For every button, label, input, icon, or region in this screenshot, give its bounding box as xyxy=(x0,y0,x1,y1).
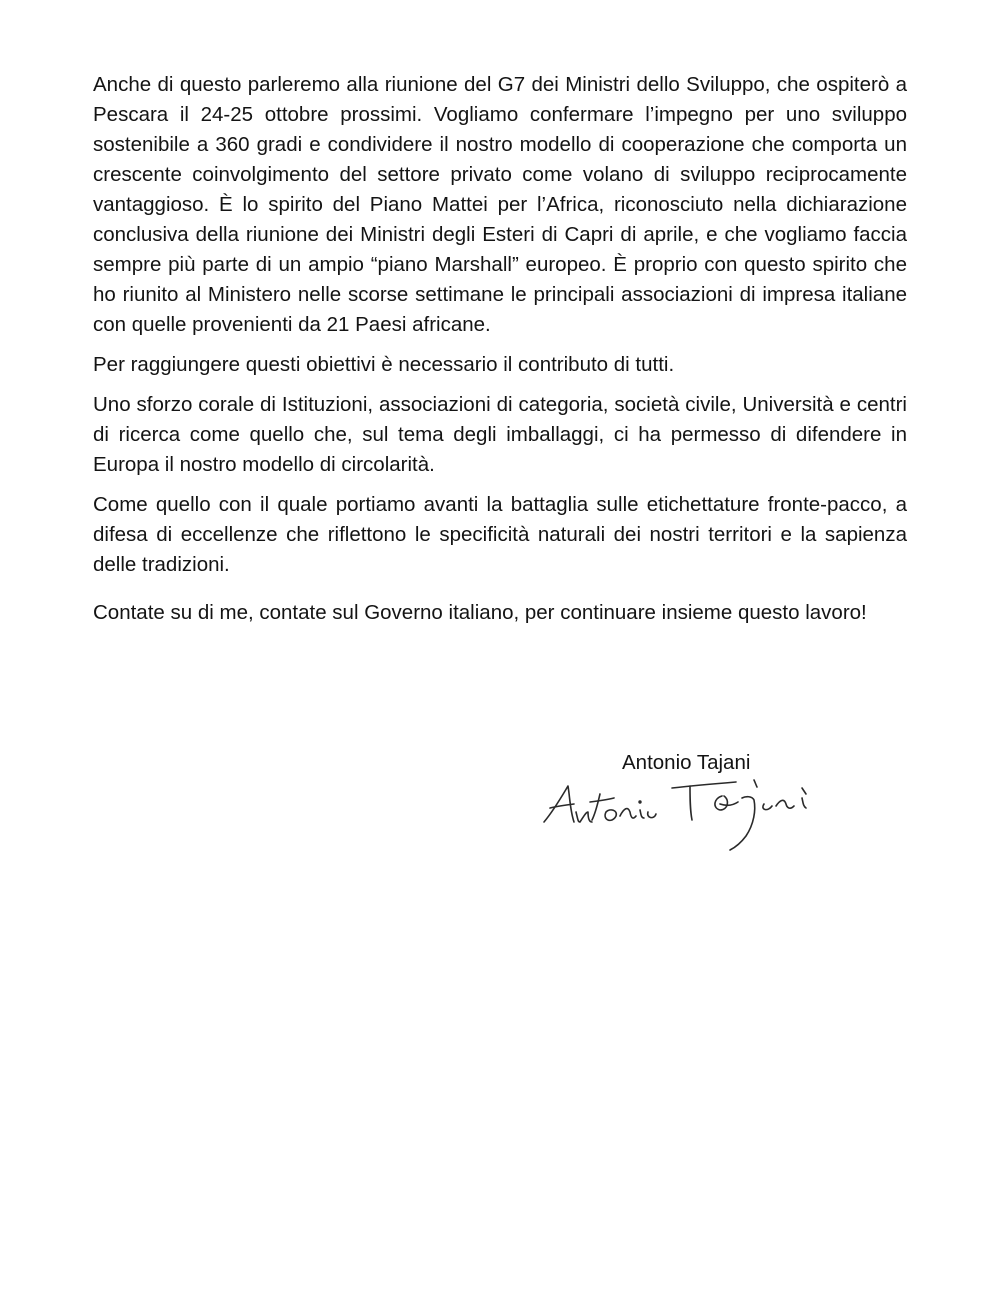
signer-name: Antonio Tajani xyxy=(622,751,751,774)
paragraph-g7-meeting: Anche di questo parleremo alla riunione del G7 dei Ministri dello Sviluppo, che ospiterò a Pescara il 24-25 ottobre prossimi. Vogliamo confermare l’impegno per uno sviluppo sostenibile a 360 gradi e condividere il nostro modello di cooperazione che comporta un crescente coinvolgimento del settore privato come volano di sviluppo reciprocamente vantaggioso. È lo spirito del Piano Mattei per l’Africa, riconosciuto nella dichiarazione conclusiva della riunione dei Ministri degli Esteri di Capri di aprile, e che vogliamo faccia sempre più parte di un ampio “piano Marshall” europeo. È proprio con questo spirito che ho riunito al Ministero nelle scorse settimane le principali associazioni di impresa italiane con quelle provenienti da 21 Paesi africane. xyxy=(93,73,907,336)
paragraph-objectives: Per raggiungere questi obiettivi è necessario il contributo di tutti. xyxy=(93,353,675,376)
paragraph-closing: Contate su di me, contate sul Governo italiano, per continuare insieme questo lavoro! xyxy=(93,601,867,624)
letter-body xyxy=(93,70,907,638)
paragraph-labelling: Come quello con il quale portiamo avanti la battaglia sulle etichettature fronte-pacco, a difesa di eccellenze che riflettono le specificità naturali dei nostri territori e la sapienza delle tradizioni. xyxy=(93,493,907,576)
signature-block xyxy=(540,748,870,868)
paragraph-collective-effort: Uno sforzo corale di Istituzioni, associazioni di categoria, società civile, Università e centri di ricerca come quello che, sul tema degli imballaggi, ci ha permesso di difendere in Europa il nostro modello di circolarità. xyxy=(93,393,907,476)
handwritten-signature xyxy=(540,776,870,866)
